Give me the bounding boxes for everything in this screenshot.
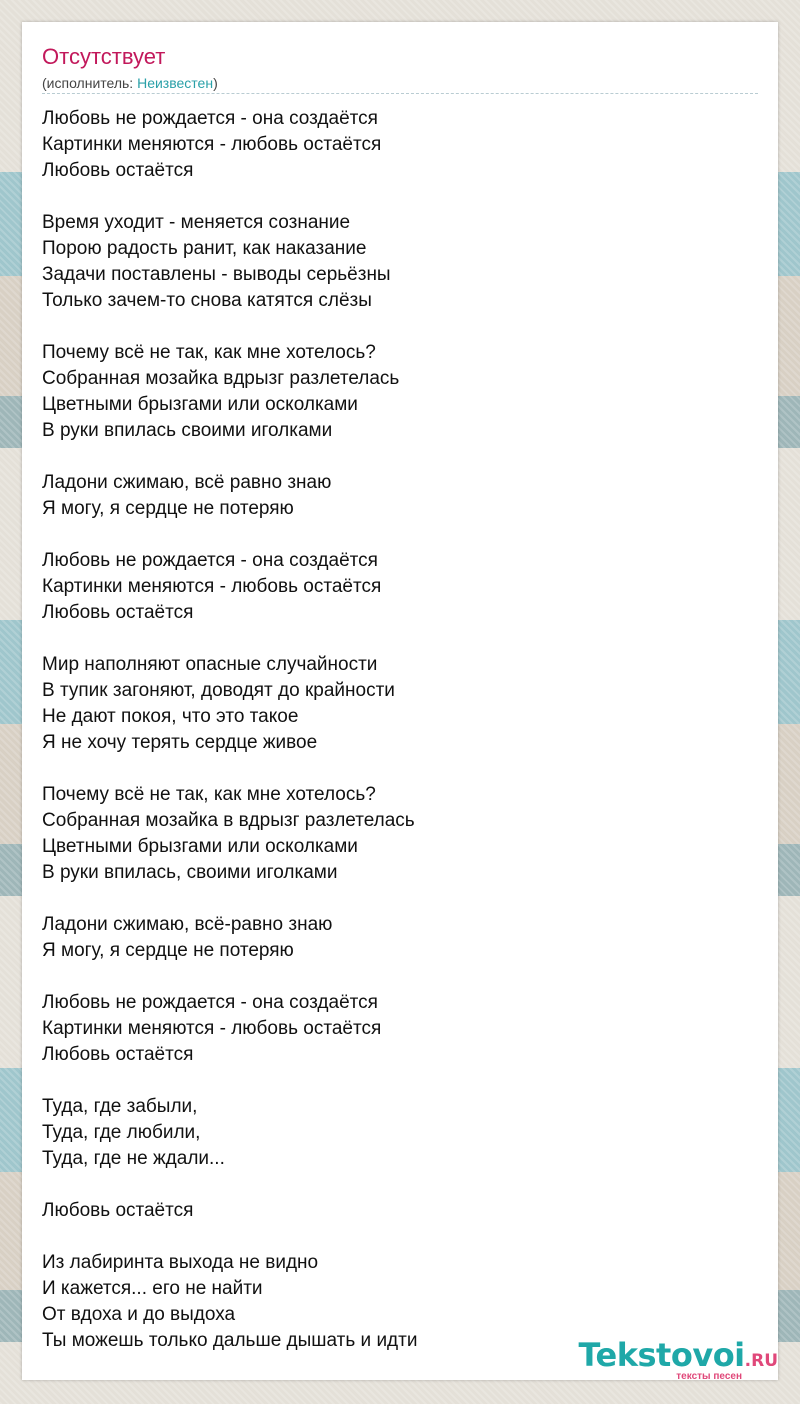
- lyric-line: И кажется... его не найти: [42, 1278, 263, 1299]
- lyric-line: В руки впилась, своими иголками: [42, 862, 338, 883]
- lyric-line: Любовь не рождается - она создаётся: [42, 108, 378, 129]
- lyric-line: Порою радость ранит, как наказание: [42, 238, 367, 259]
- lyrics-card: [22, 22, 778, 1380]
- site-logo[interactable]: [568, 1338, 778, 1380]
- lyric-line: Ты можешь только дальше дышать и идти: [42, 1330, 418, 1351]
- lyric-line: Не дают покоя, что это такое: [42, 706, 299, 727]
- dashed-divider: [42, 93, 758, 94]
- lyrics-stanza: [42, 1198, 417, 1224]
- artist-suffix: ): [213, 75, 218, 91]
- lyric-line: Собранная мозайка вдрызг разлетелась: [42, 368, 400, 389]
- lyric-line: Любовь остаётся: [42, 602, 194, 623]
- lyric-line: Любовь остаётся: [42, 1200, 194, 1221]
- lyric-line: Любовь остаётся: [42, 1044, 194, 1065]
- song-title: Отсутствует: [42, 44, 166, 69]
- artist-link[interactable]: Неизвестен: [137, 75, 214, 91]
- lyric-line: Только зачем-то снова катятся слёзы: [42, 290, 372, 311]
- lyric-line: Любовь не рождается - она создаётся: [42, 550, 378, 571]
- lyrics-stanza: [42, 912, 417, 964]
- logo-tagline: тексты песен: [676, 1371, 742, 1382]
- lyrics-stanza: [42, 210, 417, 314]
- lyrics-stanza: [42, 548, 417, 626]
- lyrics-stanza: [42, 106, 417, 184]
- lyric-line: В руки впилась своими иголками: [42, 420, 333, 441]
- lyric-line: Картинки меняются - любовь остаётся: [42, 576, 382, 597]
- lyric-line: Задачи поставлены - выводы серьёзны: [42, 264, 391, 285]
- lyric-line: Туда, где забыли,: [42, 1096, 198, 1117]
- lyric-line: Ладони сжимаю, всё равно знаю: [42, 472, 332, 493]
- lyric-line: Ладони сжимаю, всё-равно знаю: [42, 914, 333, 935]
- lyric-line: Картинки меняются - любовь остаётся: [42, 134, 382, 155]
- lyrics-stanza: [42, 1094, 417, 1172]
- lyrics-stanza: [42, 470, 417, 522]
- lyric-line: Картинки меняются - любовь остаётся: [42, 1018, 382, 1039]
- lyrics-stanza: [42, 652, 417, 756]
- lyric-line: Туда, где любили,: [42, 1122, 201, 1143]
- artist-line: [42, 74, 218, 92]
- lyrics-text: [42, 106, 417, 1380]
- lyric-line: Я не хочу терять сердце живое: [42, 732, 318, 753]
- lyric-line: Мир наполняют опасные случайности: [42, 654, 378, 675]
- lyric-line: В тупик загоняют, доводят до крайности: [42, 680, 395, 701]
- artist-prefix: (исполнитель:: [42, 75, 138, 91]
- lyric-line: Я могу, я сердце не потеряю: [42, 498, 294, 519]
- lyric-line: Цветными брызгами или осколками: [42, 836, 358, 857]
- lyric-line: Любовь остаётся: [42, 160, 194, 181]
- lyric-line: Почему всё не так, как мне хотелось?: [42, 342, 376, 363]
- lyric-line: Цветными брызгами или осколками: [42, 394, 358, 415]
- logo-main-text: Tekstovoi: [578, 1336, 745, 1374]
- lyric-line: Я могу, я сердце не потеряю: [42, 940, 294, 961]
- lyrics-stanza: [42, 782, 417, 886]
- logo-domain-text: .RU: [744, 1351, 778, 1371]
- lyric-line: Время уходит - меняется сознание: [42, 212, 351, 233]
- lyric-line: Собранная мозайка в вдрызг разлетелась: [42, 810, 415, 831]
- lyrics-stanza: [42, 1250, 417, 1354]
- lyric-line: Почему всё не так, как мне хотелось?: [42, 784, 376, 805]
- lyric-line: От вдоха и до выдоха: [42, 1304, 236, 1325]
- lyrics-stanza: [42, 340, 417, 444]
- lyric-line: Из лабиринта выхода не видно: [42, 1252, 319, 1273]
- lyric-line: Любовь не рождается - она создаётся: [42, 992, 378, 1013]
- lyric-line: Туда, где не ждали...: [42, 1148, 225, 1169]
- lyrics-stanza: [42, 990, 417, 1068]
